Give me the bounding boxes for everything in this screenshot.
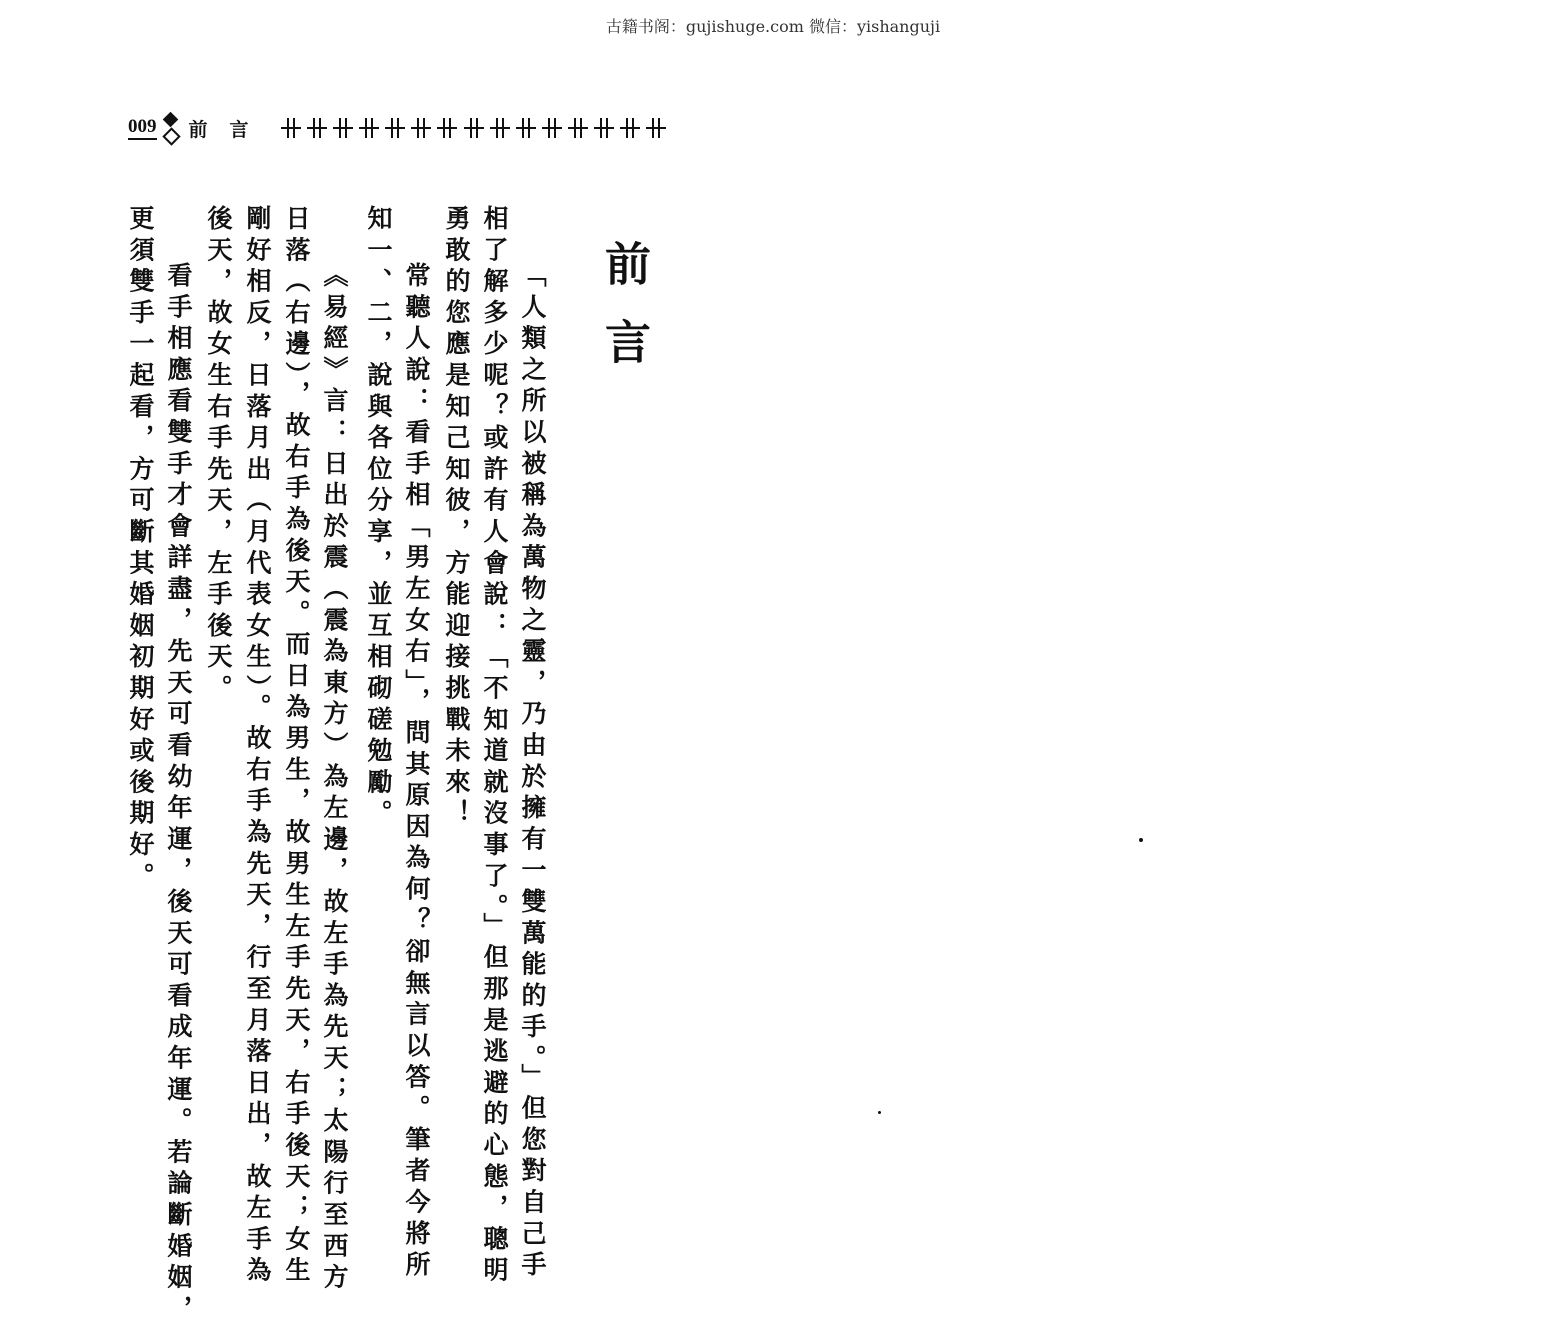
chapter-title: 前言 <box>598 240 652 396</box>
text-column-6: 《易經》言：日出於震（震為東方）為左邊，故左手為先天；太陽行至西方 <box>320 262 349 1295</box>
running-title: 前言 <box>188 118 271 141</box>
text-column-3: 勇敢的您應是知己知彼，方能迎接挑戰未來！ <box>442 205 471 831</box>
scan-speck <box>878 1111 881 1114</box>
text-column-4: 常聽人說：看手相「男左女右」，問其原因為何？卻無言以答。筆者今將所 <box>402 262 431 1283</box>
page-header <box>128 108 667 148</box>
diamond-ornament-icon <box>161 110 183 146</box>
text-column-7: 日落（右邊），故右手為後天。而日為男生，故男生左手先天，右手後天；女生 <box>282 205 311 1288</box>
text-column-10: 看手相應看雙手才會詳盡，先天可看幼年運，後天可看成年運。若論斷婚姻， <box>164 262 193 1326</box>
decorative-rule <box>281 116 667 140</box>
text-column-9: 後天，故女生右手先天，左手後天。 <box>204 205 233 706</box>
watermark-text: 古籍书阁：gujishuge.com 微信：yishanguji <box>605 17 941 36</box>
page-number: 009 <box>128 117 157 140</box>
text-column-8: 剛好相反，日落月出（月代表女生）。故右手為先天，行至月落日出，故左手為 <box>243 205 272 1288</box>
text-column-11: 更須雙手一起看，方可斷其婚姻初期好或後期好。 <box>126 205 155 894</box>
text-column-5: 知一、二，說與各位分享，並互相砌磋勉勵。 <box>364 205 393 831</box>
text-column-1: 「人類之所以被稱為萬物之靈，乃由於擁有一雙萬能的手。」但您對自己手 <box>518 262 547 1283</box>
text-column-2: 相了解多少呢？或許有人會說：「不知道就沒事了。」但那是逃避的心態，聰明 <box>480 205 509 1288</box>
scan-speck <box>1139 838 1143 842</box>
